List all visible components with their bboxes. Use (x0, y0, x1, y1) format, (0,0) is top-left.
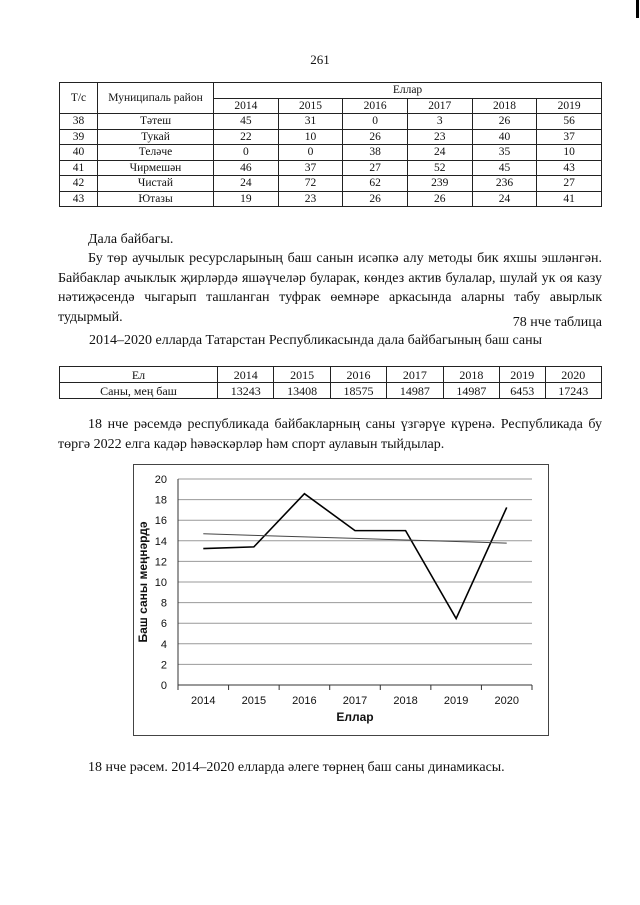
count-cell: 6453 (500, 383, 545, 399)
district-name: Тукай (98, 129, 214, 145)
year-cell: 2019 (500, 367, 545, 383)
cell-value: 23 (278, 191, 343, 207)
y-tick-label: 20 (154, 474, 167, 486)
col-district-header: Муниципаль район (98, 83, 214, 114)
row-num: 39 (60, 129, 98, 145)
count-cell: 14987 (387, 383, 443, 399)
count-cell: 18575 (330, 383, 386, 399)
y-tick-label: 12 (154, 556, 167, 569)
district-name: Теләче (98, 145, 214, 161)
cell-value: 52 (407, 160, 472, 176)
cell-value: 236 (472, 176, 537, 192)
count-cell: 17243 (545, 383, 601, 399)
cell-value: 27 (537, 176, 602, 192)
row-num: 41 (60, 160, 98, 176)
year-header: 2015 (278, 98, 343, 114)
row-num: 38 (60, 114, 98, 130)
x-tick-label: 2014 (191, 695, 216, 707)
cell-value: 40 (472, 129, 537, 145)
years-header: Еллар (214, 83, 602, 99)
cell-value: 24 (407, 145, 472, 161)
year-cell: 2017 (387, 367, 443, 383)
cell-value: 23 (407, 129, 472, 145)
x-tick-label: 2018 (393, 695, 418, 707)
cell-value: 19 (214, 191, 279, 207)
cell-value: 0 (343, 114, 408, 130)
cell-value: 45 (472, 160, 537, 176)
cell-value: 37 (537, 129, 602, 145)
row-num: 43 (60, 191, 98, 207)
year-header: 2014 (214, 98, 279, 114)
year-cell: 2018 (443, 367, 499, 383)
cell-value: 0 (214, 145, 279, 161)
district-name: Тәтеш (98, 114, 214, 130)
row-num: 42 (60, 176, 98, 192)
y-axis-title: Баш саны меңнәрдә (136, 521, 150, 643)
cell-value: 46 (214, 160, 279, 176)
district-name: Чирмешән (98, 160, 214, 176)
year-header: 2018 (472, 98, 537, 114)
row-label-year: Ел (60, 367, 218, 383)
cell-value: 45 (214, 114, 279, 130)
year-cell: 2015 (274, 367, 330, 383)
district-name: Чистай (98, 176, 214, 192)
paragraph-2: 18 нче рәсемдә республикада байбакларның саны үзгәрүе күренә. Республикада бу төргә 2022 елга кадәр һәвәскәрләр һәм спорт аулавын тыйдылар. (58, 417, 602, 452)
cell-value: 3 (407, 114, 472, 130)
cell-value: 31 (278, 114, 343, 130)
cell-value: 0 (278, 145, 343, 161)
count-cell: 13243 (218, 383, 274, 399)
count-cell: 13408 (274, 383, 330, 399)
y-tick-label: 8 (160, 597, 167, 610)
page-number: 261 (310, 52, 330, 67)
year-cell: 2016 (330, 367, 386, 383)
x-tick-label: 2016 (292, 695, 317, 707)
y-tick-label: 14 (154, 535, 167, 548)
y-tick-label: 4 (160, 638, 167, 651)
cell-value: 26 (407, 191, 472, 207)
cell-value: 26 (343, 191, 408, 207)
cell-value: 35 (472, 145, 537, 161)
cell-value: 43 (537, 160, 602, 176)
y-tick-label: 10 (154, 577, 167, 589)
cell-value: 24 (214, 176, 279, 192)
y-tick-label: 6 (160, 618, 167, 631)
cell-value: 41 (537, 191, 602, 207)
year-header: 2019 (537, 98, 602, 114)
year-header: 2017 (407, 98, 472, 114)
cell-value: 239 (407, 176, 472, 192)
cell-value: 24 (472, 191, 537, 207)
y-tick-label: 2 (160, 659, 167, 672)
y-tick-label: 18 (154, 494, 167, 507)
year-header: 2016 (343, 98, 408, 114)
series-line-count (203, 494, 506, 619)
row-label-count: Саны, мең баш (60, 383, 218, 399)
cell-value: 26 (343, 129, 408, 145)
y-tick-label: 16 (154, 515, 167, 528)
x-tick-label: 2017 (342, 695, 368, 707)
col-num-header: Т/с (60, 83, 98, 114)
cell-value: 10 (537, 145, 602, 161)
heading-steppe: Дала байбагы. (88, 232, 174, 247)
cell-value: 37 (278, 160, 343, 176)
cell-value: 27 (343, 160, 408, 176)
series-line-trend (203, 534, 506, 543)
cell-value: 62 (343, 176, 408, 192)
table2-title: 2014–2020 елларда Татарстан Республикасында дала байбагының баш саны (89, 333, 542, 348)
cell-value: 22 (214, 129, 279, 145)
count-cell: 14987 (443, 383, 499, 399)
x-tick-label: 2020 (494, 695, 519, 707)
y-tick-label: 0 (160, 680, 167, 692)
figure-caption: 18 нче рәсем. 2014–2020 елларда әлеге төрнең баш саны динамикасы. (88, 760, 505, 775)
year-cell: 2020 (545, 367, 601, 383)
row-num: 40 (60, 145, 98, 161)
x-axis-title: Еллар (336, 710, 374, 724)
cell-value: 72 (278, 176, 343, 192)
year-cell: 2014 (218, 367, 274, 383)
table-number: 78 нче таблица (512, 315, 602, 330)
cell-value: 10 (278, 129, 343, 145)
cell-value: 56 (537, 114, 602, 130)
district-name: Ютазы (98, 191, 214, 207)
x-tick-label: 2019 (443, 695, 469, 707)
x-tick-label: 2015 (241, 695, 267, 707)
paragraph-1: Бу төр аучылык ресурсларының баш санын исәпкә алу методы бик яхшы эшләнгән. Байбаклар ачыклык җирләрдә яшәүчеләр буларак, көндез актив булалар, шулай ук оя казу нәтиҗәсендә чыгарып ташланган туфрак өемнәре аркасында аларны табу авырлык тудырмый. (58, 251, 602, 325)
cell-value: 38 (343, 145, 408, 161)
cell-value: 26 (472, 114, 537, 130)
